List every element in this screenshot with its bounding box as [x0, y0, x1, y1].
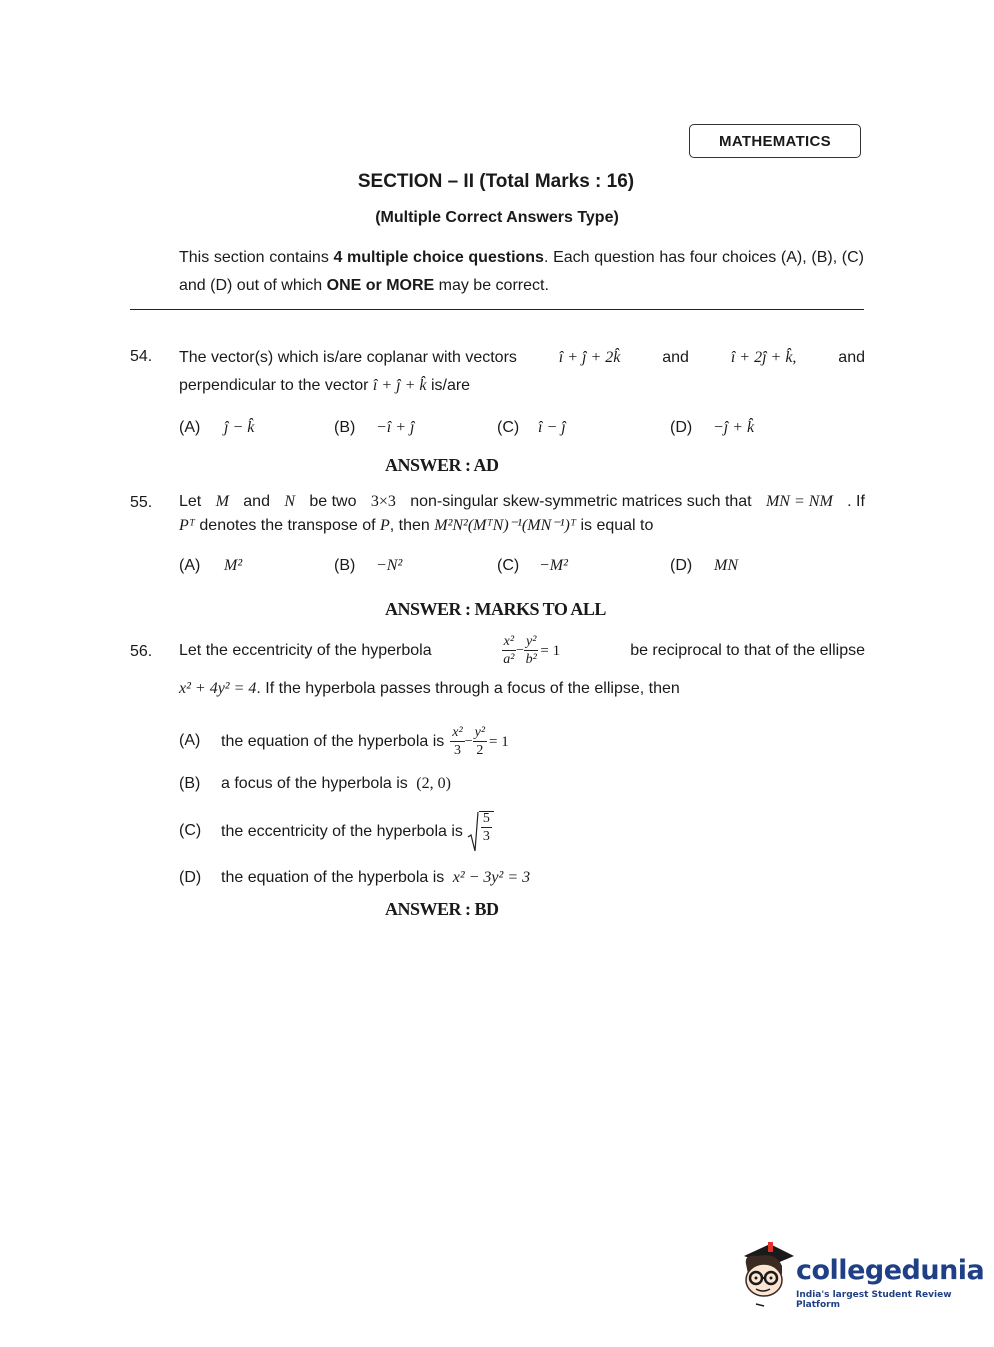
q54-answer: ANSWER : AD [385, 455, 499, 475]
hyperbola-equation: $\frac{\text{x²}}{\text{a²}}$ − $\frac{\text{y²}}{\text{b²}}$ = 1 [503, 634, 561, 667]
q55-option-b-label: (B) [334, 557, 356, 574]
section-subtitle: (Multiple Correct Answers Type) [375, 209, 619, 226]
ellipse-equation: x² + 4y² = 4 [179, 680, 257, 697]
q56-answer: ANSWER : BD [385, 899, 499, 919]
q56-option-d-label: (D) [179, 869, 202, 886]
q55-answer: ANSWER : MARKS TO ALL [385, 599, 606, 619]
sqrt-sign-icon [467, 811, 479, 853]
q54-option-b-value: −î + ĵ [376, 419, 415, 436]
q55-option-a-value: M² [224, 557, 243, 574]
q54-option-c-value: î − ĵ [538, 419, 566, 436]
q56-option-d-text: the equation of the hyperbola is x² − 3y² = 3 [221, 869, 531, 886]
brand-name: collegedunia [796, 1255, 985, 1286]
question-54-text: The vector(s) which is/are coplanar with vectors î + ĵ + 2k̂ and î + 2ĵ + k̂, and perpendicular to the vector î + ĵ + k̂ is/are [179, 344, 865, 400]
vector-1: î + ĵ + 2k̂ [558, 349, 621, 366]
section-title: SECTION – II (Total Marks : 16) [357, 171, 635, 192]
question-56-line-2: x² + 4y² = 4. If the hyperbola passes through a focus of the ellipse, then [179, 680, 680, 697]
q56-option-a-label: (A) [179, 732, 201, 749]
q55-option-d-value: MN [714, 557, 738, 574]
question-55-number: 55. [130, 494, 153, 511]
subject-label: MATHEMATICS [719, 132, 831, 150]
vector-2: î + 2ĵ + k̂, [730, 349, 797, 366]
q55-option-b-value: −N² [376, 557, 403, 574]
q54-option-a-label: (A) [179, 419, 201, 436]
section-instructions: This section contains 4 multiple choice questions. Each question has four choices (A), (B), (C) and (D) out of which ONE or MORE may be correct. [179, 249, 865, 294]
q54-option-a-value: ĵ − k̂ [224, 419, 255, 436]
vector-3: î + ĵ + k̂ [372, 377, 427, 394]
subject-box [689, 124, 861, 158]
question-56-line-1: Let the eccentricity of the hyperbola $\frac{\text{x²}}{\text{a²}}$ − $\frac{\text{y²}}{\text{b²}}$ = 1 be reciprocal to that of the ellipse [179, 634, 865, 667]
q56-option-c-label: (C) [179, 822, 202, 839]
section-divider [130, 309, 864, 310]
q55-option-a-label: (A) [179, 557, 201, 574]
question-55-text: Let M and N be two 3×3 non-singular skew-symmetric matrices such that MN = NM . If Pᵀ denotes the transpose of P, then M²N²(MᵀN)⁻¹(MN⁻¹)ᵀ is equal to [179, 493, 865, 534]
q56-option-a-text: the equation of the hyperbola is $\frac{\text{x²}}{3}$ − $\frac{\text{y²}}{2}$ = 1 [221, 725, 509, 758]
question-54-number: 54. [130, 348, 153, 365]
collegedunia-mascot-icon [736, 1240, 796, 1312]
q56-option-c-text: the eccentricity of the hyperbola is $\frac{5}{3}$ [221, 810, 494, 854]
q54-option-b-label: (B) [334, 419, 356, 436]
q55-option-d-label: (D) [670, 557, 693, 574]
q56-option-b-label: (B) [179, 775, 201, 792]
q56-option-b-text: a focus of the hyperbola is (2, 0) [221, 775, 451, 792]
question-56-number: 56. [130, 643, 153, 660]
brand-tagline: India's largest Student Review Platform [796, 1290, 952, 1310]
q55-option-c-value: −M² [539, 557, 568, 574]
q54-option-c-label: (C) [497, 419, 520, 436]
q55-option-c-label: (C) [497, 557, 520, 574]
q54-option-d-label: (D) [670, 419, 693, 436]
sqrt-expression: $\frac{5}{3}$ [467, 811, 494, 853]
q54-option-d-value: −ĵ + k̂ [713, 419, 755, 436]
